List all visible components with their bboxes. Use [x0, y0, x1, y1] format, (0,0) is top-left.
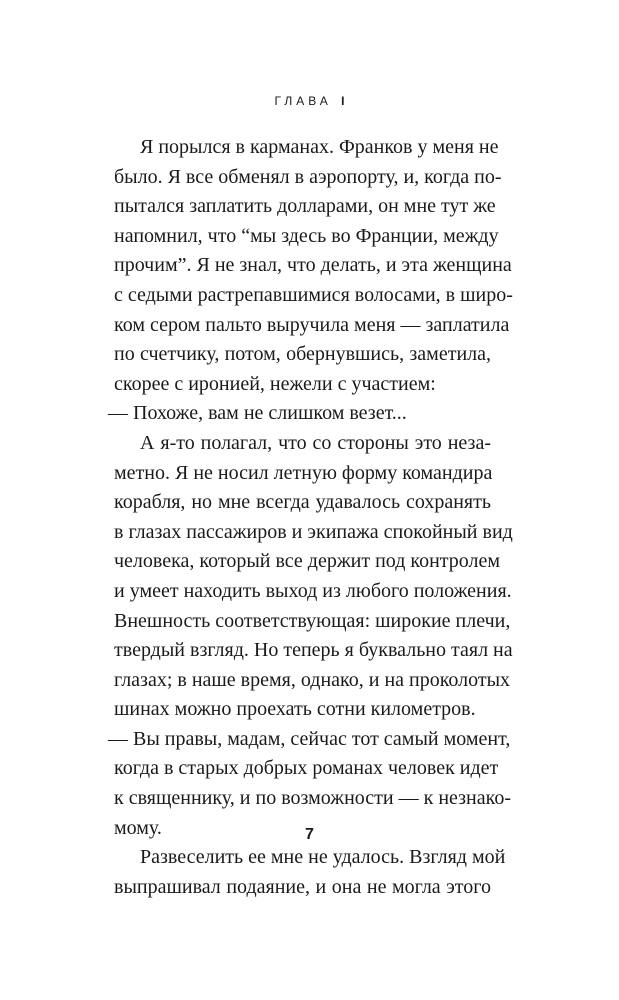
dialogue-line: — Вы правы, мадам, сейчас тот самый момент, [108, 727, 511, 750]
text-line: глазах; в наше время, однако, и на проколотых [114, 668, 511, 691]
text-line: когда в старых добрых романах человек идет [114, 757, 499, 780]
text-line: Я порылся в карманах. Франков у меня не [140, 136, 499, 158]
text-line: выпрашивал подаяние, и она не могла этого [114, 875, 491, 898]
text-line: мому. [114, 816, 162, 839]
text-line: Внешность соответствующая: широкие плечи, [114, 609, 511, 632]
page-number: 7 [305, 826, 314, 843]
text-line: пытался заплатить долларами, он мне тут же [114, 195, 496, 218]
text-line: человека, который все держит под контролем [114, 550, 501, 573]
text-line: напомнил, что “мы здесь во Франции, между [114, 224, 499, 247]
text-line: А я-то полагал, что со стороны это неза- [140, 431, 491, 454]
text-line: и умеет находить выход из любого положения. [114, 579, 512, 602]
chapter-number: I [341, 94, 345, 108]
running-head [0, 94, 619, 108]
text-line: корабля, но мне всегда удавалось сохранять [114, 491, 491, 514]
text-line: по счетчику, потом, обернувшись, заметила, [114, 343, 491, 366]
text-line: скорее с иронией, нежели с участием: [114, 372, 436, 395]
dialogue-line: — Похоже, вам не слишком везет... [108, 402, 407, 425]
text-line: прочим”. Я не знал, что делать, и эта женщина [114, 254, 512, 277]
text-line: в глазах пассажиров и экипажа спокойный вид [114, 520, 513, 543]
text-line: ком сером пальто выручила меня — заплатила [114, 313, 510, 336]
text-line: шинах можно проехать сотни километров. [114, 698, 476, 721]
chapter-label: ГЛАВА [274, 94, 332, 108]
text-line: метно. Я не носил летную форму командира [114, 461, 493, 484]
text-line: было. Я все обменял в аэропорту, и, когда по- [114, 165, 502, 188]
text-line: твердый взгляд. Но теперь я буквально таял на [114, 639, 513, 662]
text-line: с седыми растрепавшимися волосами, в широ- [114, 283, 513, 306]
text-line: Развеселить ее мне не удалось. Взгляд мой [140, 846, 506, 869]
text-line: к священнику, и по возможности — к незнако- [114, 787, 512, 810]
body-text [108, 133, 513, 902]
